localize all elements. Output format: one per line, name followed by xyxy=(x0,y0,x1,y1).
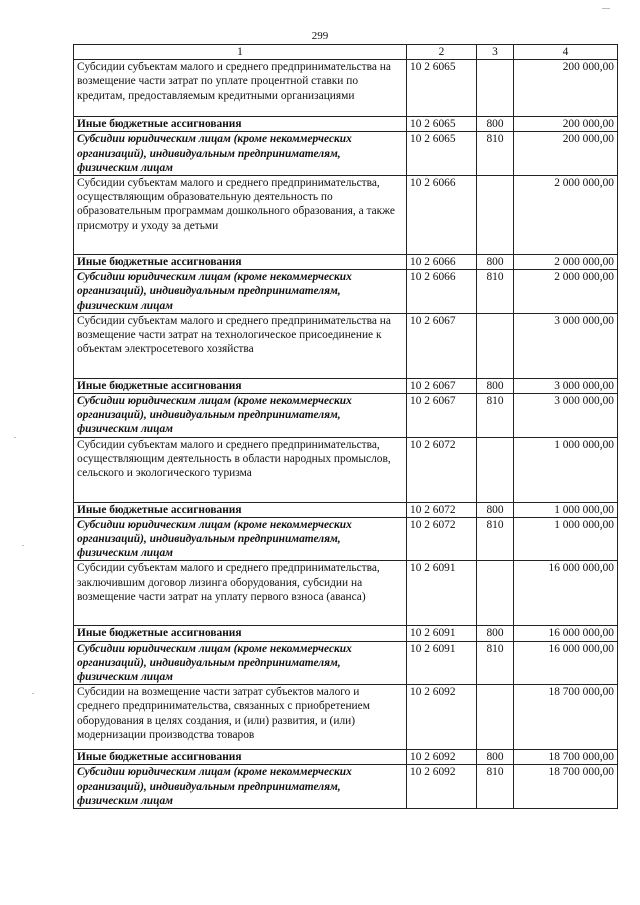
cell-description: Субсидии юридическим лицам (кроме некоммерческих организаций), индивидуальным предпринимателям, физическим лицам xyxy=(74,517,407,561)
budget-table-body xyxy=(74,45,618,809)
cell-code: 10 2 6066 xyxy=(407,270,477,314)
table-row-other-allocations xyxy=(74,502,618,517)
cell-amount: 1 000 000,00 xyxy=(514,517,618,561)
cell-amount: 16 000 000,00 xyxy=(514,626,618,641)
header-cell-amount: 4 xyxy=(514,45,618,60)
table-row-other-allocations xyxy=(74,255,618,270)
cell-code: 10 2 6072 xyxy=(407,517,477,561)
cell-description: Субсидии субъектам малого и среднего предпринимательства на возмещение части затрат на технологическое присоединение к объектам электросетевого хозяйства xyxy=(74,313,407,378)
cell-amount: 16 000 000,00 xyxy=(514,641,618,685)
table-row-subsidy xyxy=(74,641,618,685)
cell-amount: 3 000 000,00 xyxy=(514,313,618,378)
cell-code: 10 2 6067 xyxy=(407,378,477,393)
scan-speck xyxy=(602,8,610,9)
cell-description: Иные бюджетные ассигнования xyxy=(74,378,407,393)
cell-description: Субсидии субъектам малого и среднего предпринимательства, заключившим договор лизинга оборудования, субсидии на возмещение части затрат на уплату первого взноса (аванса) xyxy=(74,561,407,626)
cell-code: 10 2 6091 xyxy=(407,641,477,685)
table-row-subsidy xyxy=(74,270,618,314)
table-row-item xyxy=(74,176,618,255)
cell-code: 10 2 6065 xyxy=(407,117,477,132)
cell-type xyxy=(477,437,514,502)
cell-code: 10 2 6092 xyxy=(407,685,477,750)
cell-amount: 2 000 000,00 xyxy=(514,176,618,255)
cell-type: 810 xyxy=(477,270,514,314)
table-row-item xyxy=(74,60,618,117)
cell-amount: 2 000 000,00 xyxy=(514,270,618,314)
table-row-subsidy xyxy=(74,132,618,176)
page-number: 299 xyxy=(311,30,329,42)
cell-code: 10 2 6065 xyxy=(407,132,477,176)
table-row-item xyxy=(74,685,618,750)
cell-code: 10 2 6091 xyxy=(407,626,477,641)
cell-description: Субсидии юридическим лицам (кроме некоммерческих организаций), индивидуальным предпринимателям, физическим лицам xyxy=(74,765,407,809)
cell-code: 10 2 6066 xyxy=(407,176,477,255)
table-row-item xyxy=(74,437,618,502)
cell-code: 10 2 6091 xyxy=(407,561,477,626)
cell-type xyxy=(477,561,514,626)
cell-type: 810 xyxy=(477,641,514,685)
cell-description: Субсидии юридическим лицам (кроме некоммерческих организаций), индивидуальным предпринимателям, физическим лицам xyxy=(74,641,407,685)
cell-description: Субсидии юридическим лицам (кроме некоммерческих организаций), индивидуальным предпринимателям, физическим лицам xyxy=(74,132,407,176)
header-cell-code: 2 xyxy=(407,45,477,60)
cell-type: 810 xyxy=(477,765,514,809)
cell-amount: 200 000,00 xyxy=(514,60,618,117)
cell-amount: 2 000 000,00 xyxy=(514,255,618,270)
cell-description: Иные бюджетные ассигнования xyxy=(74,626,407,641)
cell-amount: 3 000 000,00 xyxy=(514,378,618,393)
cell-description: Субсидии юридическим лицам (кроме некоммерческих организаций), индивидуальным предпринимателям, физическим лицам xyxy=(74,394,407,438)
cell-amount: 16 000 000,00 xyxy=(514,561,618,626)
cell-type: 810 xyxy=(477,394,514,438)
cell-code: 10 2 6065 xyxy=(407,60,477,117)
cell-type: 810 xyxy=(477,132,514,176)
scan-speck xyxy=(22,545,24,546)
cell-amount: 3 000 000,00 xyxy=(514,394,618,438)
cell-type: 800 xyxy=(477,626,514,641)
cell-description: Иные бюджетные ассигнования xyxy=(74,750,407,765)
table-row-subsidy xyxy=(74,765,618,809)
table-row-subsidy xyxy=(74,517,618,561)
table-header-row xyxy=(74,45,618,60)
cell-code: 10 2 6067 xyxy=(407,313,477,378)
scan-speck xyxy=(32,693,34,694)
cell-code: 10 2 6092 xyxy=(407,750,477,765)
table-row-other-allocations xyxy=(74,750,618,765)
cell-amount: 200 000,00 xyxy=(514,132,618,176)
scan-speck xyxy=(14,437,16,438)
cell-amount: 1 000 000,00 xyxy=(514,502,618,517)
cell-description: Субсидии на возмещение части затрат субъектов малого и среднего предпринимательства, связанных с приобретением оборудования в целях создания, и (или) развития, и (или) модернизации производства товаров xyxy=(74,685,407,750)
table-row-item xyxy=(74,313,618,378)
cell-code: 10 2 6067 xyxy=(407,394,477,438)
cell-description: Субсидии субъектам малого и среднего предпринимательства, осуществляющим деятельность в области народных промыслов, сельского и экологического туризма xyxy=(74,437,407,502)
cell-description: Субсидии субъектам малого и среднего предпринимательства, осуществляющим образовательную деятельность по образовательным программам дошкольного образования, а также присмотру и уходу за детьми xyxy=(74,176,407,255)
cell-amount: 200 000,00 xyxy=(514,117,618,132)
header-cell-description: 1 xyxy=(74,45,407,60)
cell-type xyxy=(477,176,514,255)
cell-type xyxy=(477,60,514,117)
cell-type xyxy=(477,685,514,750)
table-row-subsidy xyxy=(74,394,618,438)
cell-code: 10 2 6066 xyxy=(407,255,477,270)
cell-description: Субсидии юридическим лицам (кроме некоммерческих организаций), индивидуальным предпринимателям, физическим лицам xyxy=(74,270,407,314)
table-row-other-allocations xyxy=(74,626,618,641)
cell-type xyxy=(477,313,514,378)
cell-code: 10 2 6072 xyxy=(407,437,477,502)
cell-amount: 1 000 000,00 xyxy=(514,437,618,502)
cell-type: 810 xyxy=(477,517,514,561)
cell-type: 800 xyxy=(477,378,514,393)
cell-description: Субсидии субъектам малого и среднего предпринимательства на возмещение части затрат по уплате процентной ставки по кредитам, предоставляемым кредитными организациями xyxy=(74,60,407,117)
cell-type: 800 xyxy=(477,117,514,132)
cell-description: Иные бюджетные ассигнования xyxy=(74,255,407,270)
cell-type: 800 xyxy=(477,750,514,765)
header-cell-type: 3 xyxy=(477,45,514,60)
table-row-other-allocations xyxy=(74,378,618,393)
cell-type: 800 xyxy=(477,255,514,270)
table-row-other-allocations xyxy=(74,117,618,132)
cell-code: 10 2 6072 xyxy=(407,502,477,517)
cell-description: Иные бюджетные ассигнования xyxy=(74,502,407,517)
table-row-item xyxy=(74,561,618,626)
cell-amount: 18 700 000,00 xyxy=(514,750,618,765)
budget-table xyxy=(73,44,618,809)
cell-amount: 18 700 000,00 xyxy=(514,765,618,809)
cell-description: Иные бюджетные ассигнования xyxy=(74,117,407,132)
cell-code: 10 2 6092 xyxy=(407,765,477,809)
cell-type: 800 xyxy=(477,502,514,517)
cell-amount: 18 700 000,00 xyxy=(514,685,618,750)
